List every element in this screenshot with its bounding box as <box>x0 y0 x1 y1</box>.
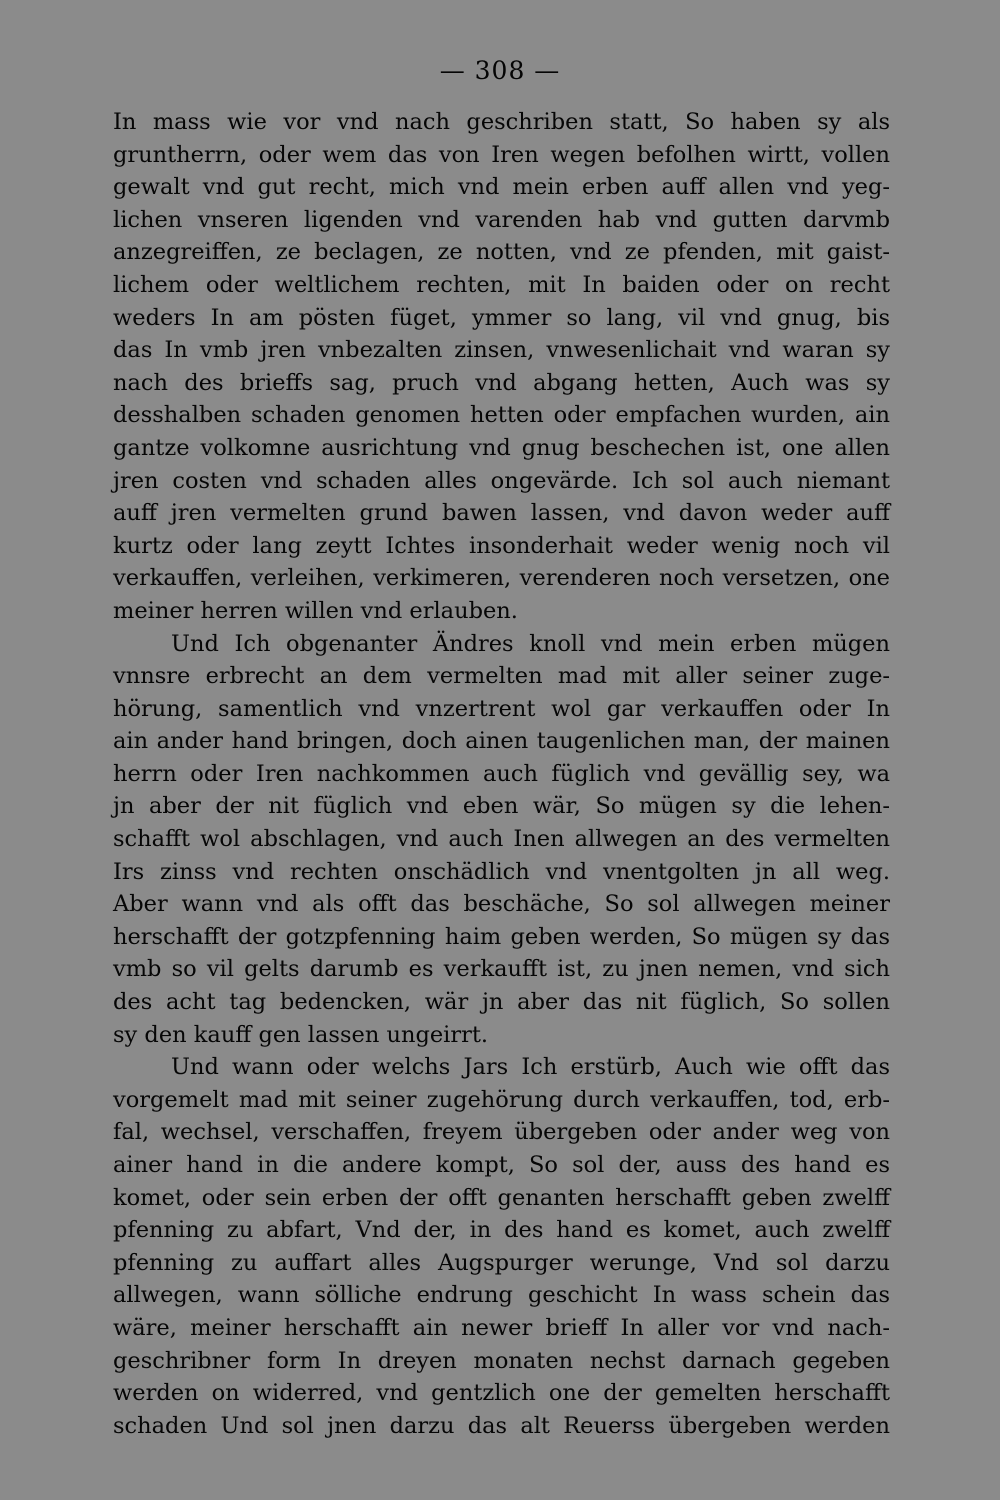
text-line: auff jren vermelten grund bawen lassen, vnd davon weder auff <box>113 500 890 527</box>
text-line: kurtz oder lang zeytt Ichtes insonderhait weder wenig noch vil <box>113 532 890 559</box>
text-line: des acht tag bedencken, wär jn aber das nit füglich, So sollen <box>113 989 890 1016</box>
text-line: fal, wechsel, verschaffen, freyem übergeben oder ander weg von <box>113 1119 890 1146</box>
text-line: gruntherrn, oder wem das von Iren wegen befolhen wirtt, vollen <box>113 141 890 168</box>
text-line: pfenning zu abfart, Vnd der, in des hand es komet, auch zwelff <box>113 1217 890 1244</box>
text-line: herschafft der gotzpfenning haim geben werden, So mügen sy das <box>113 923 890 950</box>
text-line: meiner herren willen vnd erlauben. <box>113 597 518 624</box>
text-line: Irs zinss vnd rechten onschädlich vnd vnentgolten jn all weg. <box>113 858 890 885</box>
page-number: — 308 — <box>439 56 561 85</box>
text-line: ain ander hand bringen, doch ainen taugenlichen man, der mainen <box>113 728 890 755</box>
text-line: vnnsre erbrecht an dem vermelten mad mit aller seiner zuge- <box>113 663 890 690</box>
text-line: sy den kauff gen lassen ungeirrt. <box>113 1021 489 1048</box>
text-line: In mass wie vor vnd nach geschriben statt, So haben sy als <box>113 109 890 135</box>
text-line: vorgemelt mad mit seiner zugehörung durch verkauffen, tod, erb- <box>113 1086 890 1113</box>
body-text <box>113 106 890 1442</box>
text-line: allwegen, wann sölliche endrung geschicht In wass schein das <box>113 1282 890 1309</box>
text-line: gewalt vnd gut recht, mich vnd mein erben auff allen vnd yeg- <box>113 174 890 201</box>
text-line: anzegreiffen, ze beclagen, ze notten, vnd ze pfenden, mit gaist- <box>113 239 890 266</box>
text-line: Und Ich obgenanter Ändres knoll vnd mein erben mügen <box>171 630 890 657</box>
text-line: ainer hand in die andere kompt, So sol der, auss des hand es <box>113 1152 890 1178</box>
text-line: jren costen vnd schaden alles ongevärde. Ich sol auch niemant <box>113 467 890 494</box>
text-line: geschribner form In dreyen monaten nechst darnach gegeben <box>113 1347 890 1374</box>
text-line: nach des brieffs sag, pruch vnd abgang hetten, Auch was sy <box>113 369 890 396</box>
text-line: weders In am pösten füget, ymmer so lang, vil vnd gnug, bis <box>113 304 890 331</box>
text-line: komet, oder sein erben der offt genanten herschafft geben zwelff <box>113 1184 890 1211</box>
text-line: werden on widerred, vnd gentzlich one der gemelten herschafft <box>113 1380 890 1407</box>
text-line: vmb so vil gelts darumb es verkaufft ist, zu jnen nemen, vnd sich <box>113 956 890 983</box>
text-line: herrn oder Iren nachkommen auch füglich vnd gevällig sey, wa <box>113 760 890 787</box>
text-line: lichen vnseren ligenden vnd varenden hab vnd gutten darvmb <box>113 206 890 233</box>
text-line: desshalben schaden genomen hetten oder empfachen wurden, ain <box>113 402 890 429</box>
text-line: lichem oder weltlichem rechten, mit In baiden oder on recht <box>113 271 890 298</box>
text-line: wäre, meiner herschafft ain newer brieff In aller vor vnd nach- <box>113 1314 890 1341</box>
text-line: pfenning zu auffart alles Augspurger werunge, Vnd sol darzu <box>113 1249 890 1276</box>
text-line: jn aber der nit füglich vnd eben wär, So mügen sy die lehen- <box>113 793 890 820</box>
text-line: verkauffen, verleihen, verkimeren, verenderen noch versetzen, one <box>113 565 890 592</box>
text-line: Und wann oder welchs Jars Ich erstürb, Auch wie offt das <box>171 1054 890 1081</box>
text-line: Aber wann vnd als offt das beschäche, So sol allwegen meiner <box>113 891 890 918</box>
text-line: das In vmb jren vnbezalten zinsen, vnwesenlichait vnd waran sy <box>113 337 890 364</box>
text-line: schaden Und sol jnen darzu das alt Reuerss übergeben werden <box>113 1412 890 1439</box>
text-line: schafft wol abschlagen, vnd auch Inen allwegen an des vermelten <box>113 826 890 853</box>
text-line: gantze volkomne ausrichtung vnd gnug beschechen ist, one allen <box>113 434 890 461</box>
text-line: hörung, samentlich vnd vnzertrent wol gar verkauffen oder In <box>113 695 890 722</box>
